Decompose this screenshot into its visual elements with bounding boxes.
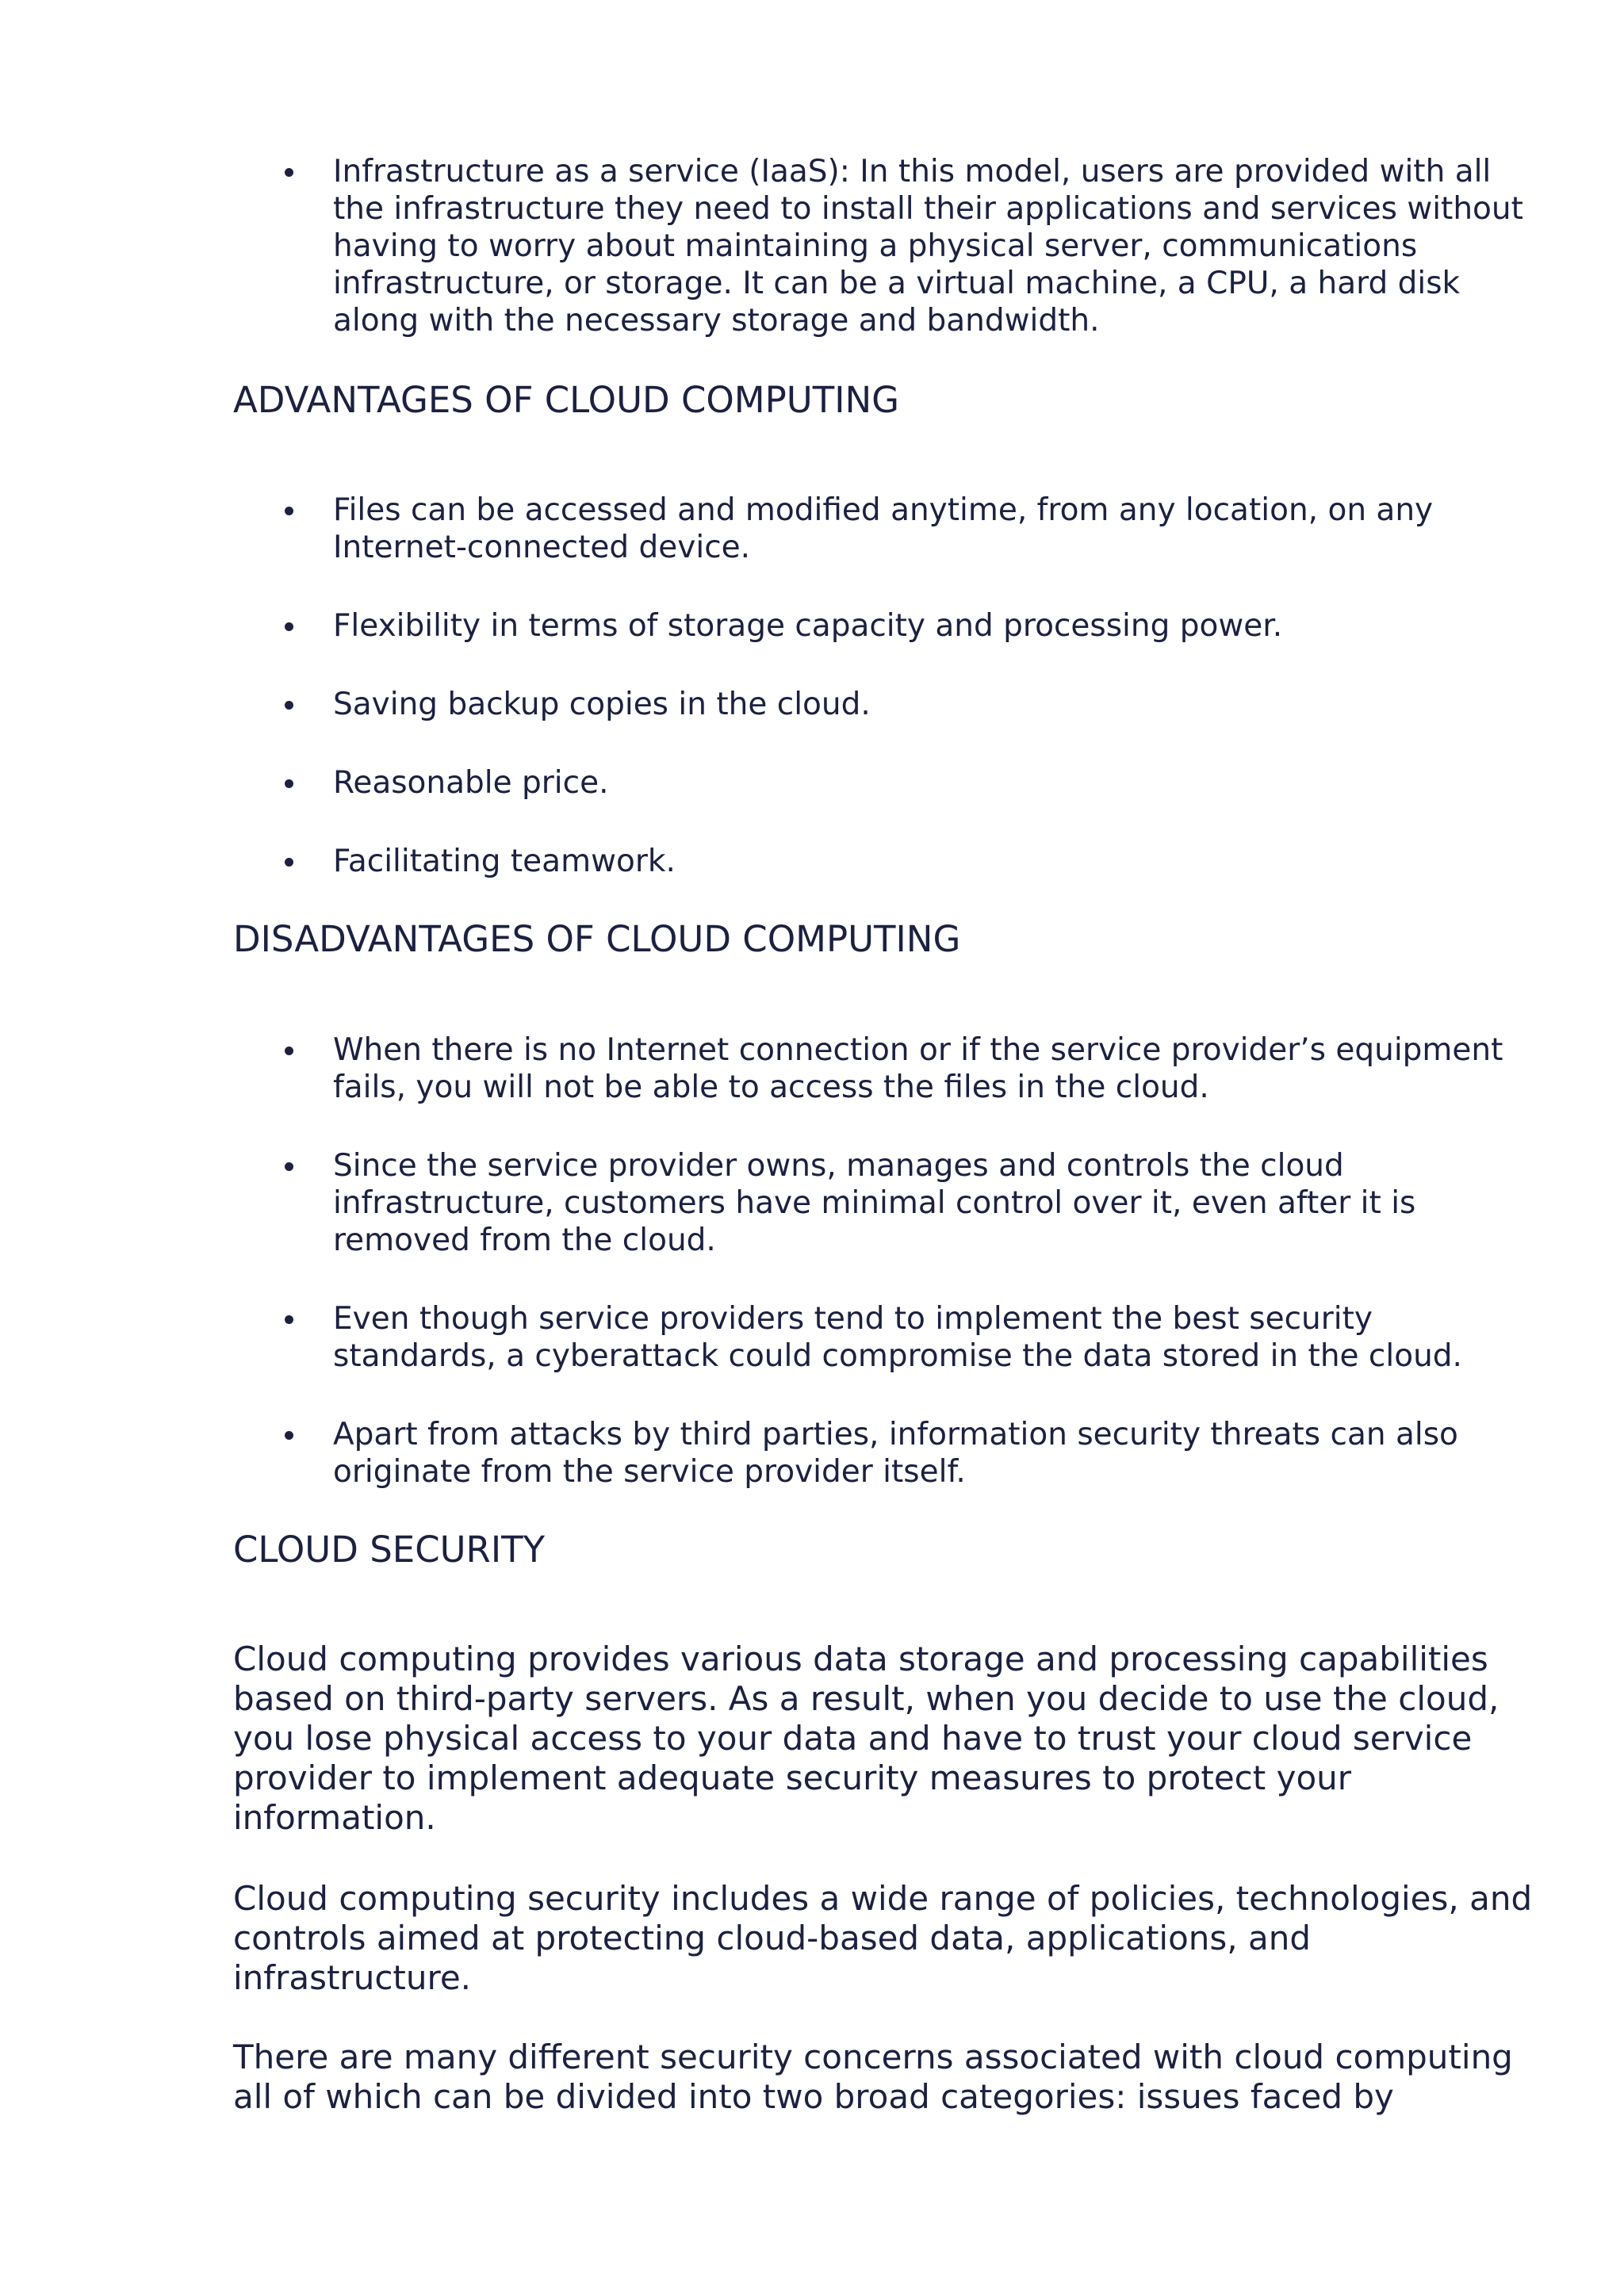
list-item <box>233 1031 1534 1106</box>
bullet-icon <box>285 701 293 710</box>
list-item-text: Files can be accessed and modified anytime, from any location, on any Internet-connected device. <box>333 492 1434 565</box>
bullet-icon <box>285 779 293 788</box>
body-paragraph: There are many different security concerns associated with cloud computing all of which can be divided into two broad categories: issues faced by <box>233 2038 1513 2116</box>
bullet-icon <box>285 507 293 515</box>
bullet-icon <box>285 1315 293 1324</box>
disadvantages-heading: DISADVANTAGES OF CLOUD COMPUTING <box>233 918 961 960</box>
body-paragraph: Cloud computing provides various data storage and processing capabilities based on third-party servers. As a result, when you decide to use the cloud, you lose physical access to your data and have to trust your cloud service provider to implement adequate security measures to protect your information. <box>233 1640 1500 1837</box>
bullet-icon <box>285 858 293 867</box>
list-item-text: Facilitating teamwork. <box>333 844 676 879</box>
list-item <box>233 1300 1534 1375</box>
list-item-text: Even though service providers tend to implement the best security standards, a cyberattack could compromise the data stored in the cloud. <box>333 1301 1462 1374</box>
list-item <box>233 843 1534 880</box>
list-item-text: Flexibility in terms of storage capacity and processing power. <box>333 608 1283 644</box>
bullet-icon <box>285 1431 293 1440</box>
advantages-heading: ADVANTAGES OF CLOUD COMPUTING <box>233 379 899 421</box>
list-item <box>233 764 1534 802</box>
list-item <box>233 1147 1534 1259</box>
list-item-text: Reasonable price. <box>333 765 609 801</box>
list-item-text: Apart from attacks by third parties, information security threats can also originate from the service provider itself. <box>333 1417 1458 1490</box>
intro-bullet-list <box>233 153 1534 339</box>
list-item <box>233 686 1534 723</box>
list-item <box>233 607 1534 645</box>
list-item-text: When there is no Internet connection or if the service provider’s equipment fails, you will not be able to access the files in the cloud. <box>333 1032 1503 1105</box>
bullet-icon <box>285 622 293 631</box>
list-item-text: Since the service provider owns, manages and controls the cloud infrastructure, customers have minimal control over it, even after it is removed from the cloud. <box>333 1148 1416 1258</box>
bullet-icon <box>285 168 293 177</box>
list-item <box>233 492 1534 566</box>
disadvantages-list <box>233 1031 1534 1490</box>
body-paragraph: Cloud computing security includes a wide range of policies, technologies, and controls aimed at protecting cloud-based data, applications, and infrastructure. <box>233 1879 1533 1997</box>
list-item <box>233 153 1534 339</box>
bullet-icon <box>285 1162 293 1171</box>
advantages-list <box>233 492 1534 880</box>
list-item <box>233 1416 1534 1490</box>
list-item-text: Infrastructure as a service (IaaS): In this model, users are provided with all the infrastructure they need to install their applications and services without having to worry about maintaining a physical server, communications infrastructure, or storage. It can be a virtual machine, a CPU, a hard disk along with the necessary storage and bandwidth. <box>333 154 1523 339</box>
list-item-text: Saving backup copies in the cloud. <box>333 687 871 722</box>
bullet-icon <box>285 1047 293 1055</box>
cloud-security-heading: CLOUD SECURITY <box>233 1529 546 1571</box>
